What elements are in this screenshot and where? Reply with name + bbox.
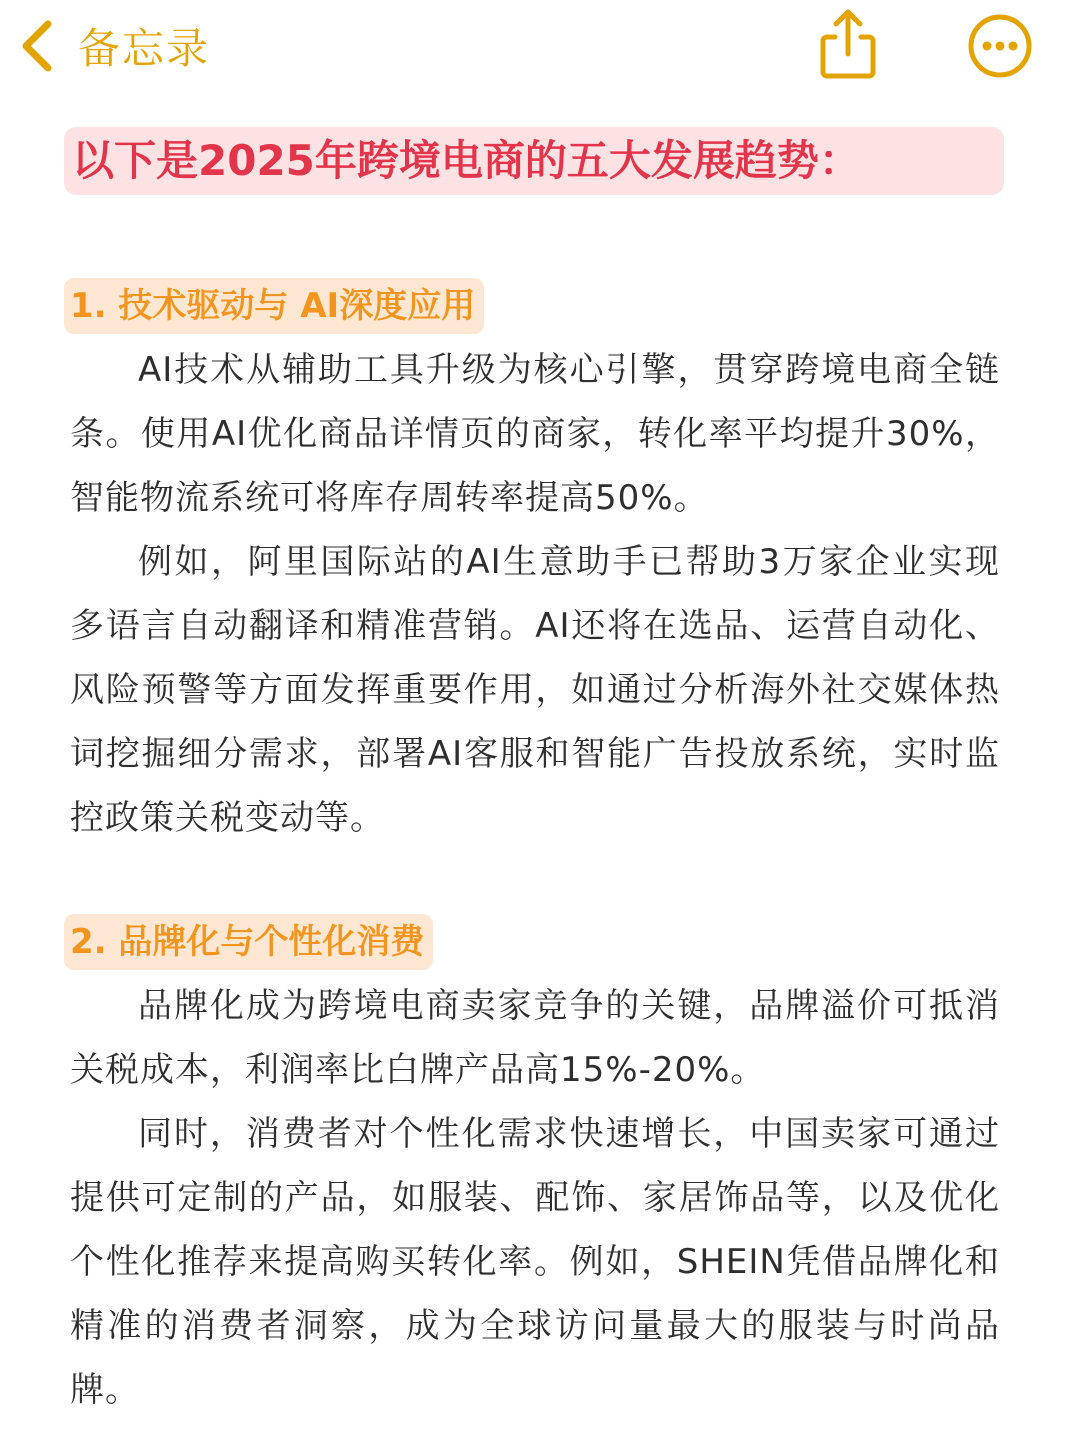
back-button[interactable] (14, 10, 210, 82)
more-icon (966, 12, 1034, 80)
share-icon (812, 6, 884, 82)
share-button[interactable] (812, 6, 884, 82)
section-1-paragraph-2: 例如，阿里国际站的AI生意助手已帮助3万家企业实现多语言自动翻译和精准营销。AI还将在选品、运营自动化、风险预警等方面发挥重要作用，如通过分析海外社交媒体热词挖掘细分需求，部署AI客服和智能广告投放系统，实时监控政策关税变动等。 (70, 542, 1000, 838)
chevron-left-icon (14, 16, 58, 76)
section-2-paragraph-1: 品牌化成为跨境电商卖家竞争的关键，品牌溢价可抵消关税成本，利润率比白牌产品高15%-20%。 (70, 986, 1000, 1090)
navigation-bar (0, 0, 1080, 96)
section-heading-2: 2. 品牌化与个性化消费 (64, 914, 433, 970)
more-button[interactable] (966, 12, 1034, 80)
note-title: 以下是2025年跨境电商的五大发展趋势： (64, 127, 1004, 195)
section-heading-1: 1. 技术驱动与 AI深度应用 (64, 278, 484, 334)
section-2-paragraph-2: 同时，消费者对个性化需求快速增长，中国卖家可通过提供可定制的产品，如服装、配饰、家居饰品等，以及优化个性化推荐来提高购买转化率。例如，SHEIN凭借品牌化和精准的消费者洞察，成为全球访问量最大的服装与时尚品牌。 (70, 1114, 1000, 1410)
back-button-label: 备忘录 (78, 24, 211, 73)
section-1-paragraph-1: AI技术从辅助工具升级为核心引擎，贯穿跨境电商全链条。使用AI优化商品详情页的商家，转化率平均提升30%，智能物流系统可将库存周转率提高50%。 (70, 350, 1000, 518)
